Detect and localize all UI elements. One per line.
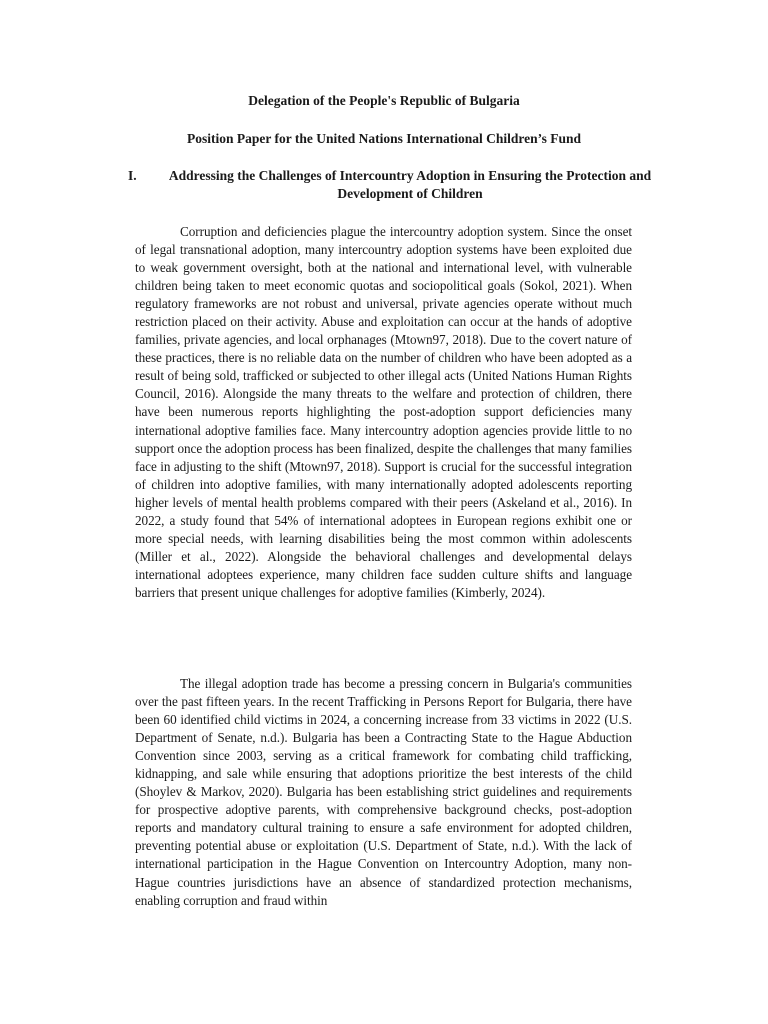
delegation-heading: Delegation of the People's Republic of Bulgaria: [248, 93, 520, 108]
paper-title: Position Paper for the United Nations International Children’s Fund: [186, 131, 582, 146]
body-paragraph: Corruption and deficiencies plague the intercountry adoption system. Since the onset of legal transnational adoption, many intercountry adoption systems have been exploited due to weak government oversight, both at the national and international level, with vulnerable children being taken to meet economic quotas and sociopolitical goals (Sokol, 2021). When regulatory frameworks are not robust and universal, private agencies operate without much restriction placed on their activity. Abuse and exploitation can occur at the hands of adoptive families, private agencies, and local orphanages (Mtown97, 2018). Due to the covert nature of these practices, there is no reliable data on the number of children who have been adopted as a result of being sold, trafficked or subjected to other illegal acts (United Nations Human Rights Council, 2016). Alongside the many threats to the welfare and protection of children, there have been numerous reports highlighting the post-adoption support deficiencies many international adoptive families face. Many intercountry adoption agencies provide little to no support once the adoption process has been finalized, despite the challenges that many families face in adjusting to the shift (Mtown97, 2018). Support is crucial for the successful integration of children into adoptive families, with many internationally adopted adolescents reporting higher levels of mental health problems compared with their peers (Askeland et al., 2016). In 2022, a study found that 54% of international adoptees in European regions exhibit one or more special needs, with learning disabilities being the most common within adolescents (Miller et al., 2022). Alongside the behavioral challenges and developmental delays international adoptees experience, many children face sudden culture shifts and language barriers that present unique challenges for adoptive families (Kimberly, 2024).: [135, 224, 632, 600]
section-number: I.: [128, 168, 137, 183]
section-title: Addressing the Challenges of Intercountry Adoption in Ensuring the Protection and Development of Children: [168, 168, 652, 201]
body-paragraph: The illegal adoption trade has become a pressing concern in Bulgaria's communities over the past fifteen years. In the recent Trafficking in Persons Report for Bulgaria, there have been 60 identified child victims in 2024, a concerning increase from 33 victims in 2022 (U.S. Department of Senate, n.d.). Bulgaria has been a Contracting State to the Hague Abduction Convention since 2003, serving as a critical framework for combating child trafficking, kidnapping, and sale while ensuring that adoptions prioritize the best interests of the child (Shoylev & Markov, 2020). Bulgaria has been establishing strict guidelines and requirements for prospective adoptive parents, with comprehensive background checks, post-adoption reports and mandatory cultural training to ensure a safe environment for adopted children, preventing potential abuse or exploitation (U.S. Department of State, n.d.). With the lack of international participation in the Hague Convention on Intercountry Adoption, many non-Hague countries jurisdictions have an absence of standardized protection mechanisms, enabling corruption and fraud within: [135, 676, 632, 908]
